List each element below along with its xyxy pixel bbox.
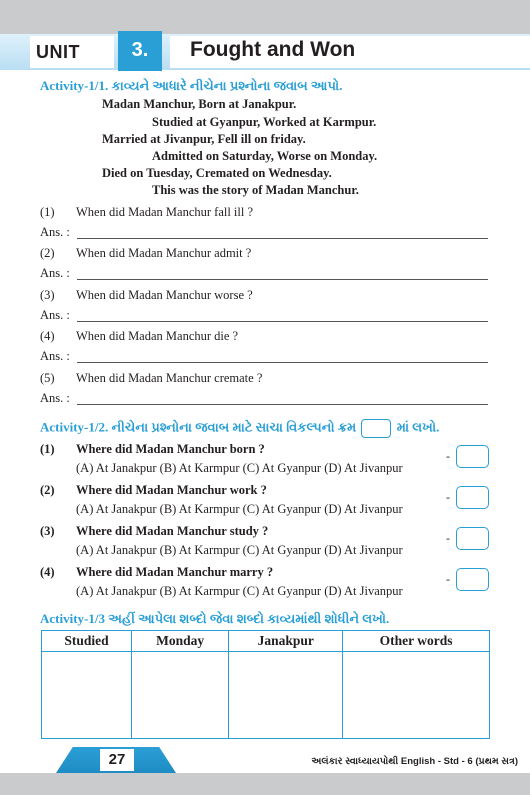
poem-line: Madan Manchur, Born at Janakpur.: [102, 97, 297, 111]
question-number: (4): [40, 565, 55, 579]
activity-1-2-heading-suffix: માં લખો.: [396, 419, 440, 435]
answer-line-3[interactable]: [77, 321, 488, 322]
answer-label: Ans. :: [40, 225, 70, 239]
column-other-words: Other words: [343, 631, 490, 652]
answer-line-2[interactable]: [77, 279, 488, 280]
answer-cell-studied[interactable]: [42, 652, 132, 739]
poem-line: Studied at Gyanpur, Worked at Karmpur.: [152, 115, 377, 129]
unit-label: UNIT: [36, 42, 80, 62]
answer-cell-janakpur[interactable]: [229, 652, 343, 739]
mcq-options-1: (A) At Janakpur (B) At Karmpur (C) At Gyanpur (D) At Jivanpur: [76, 461, 403, 475]
dash: -: [446, 449, 450, 463]
question-number: (1): [40, 442, 55, 456]
column-studied: Studied: [42, 631, 132, 652]
page-title: Fought and Won: [190, 38, 356, 61]
question-text: When did Madan Manchur admit ?: [76, 246, 252, 260]
unit-number: 3.: [118, 31, 162, 71]
answer-line-5[interactable]: [77, 404, 488, 405]
question-number: (2): [40, 246, 55, 260]
words-table: [41, 630, 490, 739]
footer-band: [0, 773, 530, 795]
book-title: અલંકાર સ્વાધ્યાયપોથી English - Std - 6 (પ્રથમ સત્ર): [311, 756, 518, 767]
activity-1-2-heading-text: Activity-1/2. નીચેના પ્રશ્નોના જવાબ માટે સાચા વિકલ્પનો ક્રમ: [40, 419, 357, 435]
dash: -: [446, 490, 450, 504]
dash: -: [446, 572, 450, 586]
mcq-options-3: (A) At Janakpur (B) At Karmpur (C) At Gyanpur (D) At Jivanpur: [76, 543, 403, 557]
activity-1-2-heading: [40, 419, 439, 438]
question-number: (3): [40, 524, 55, 538]
answer-cell-monday[interactable]: [131, 652, 228, 739]
question-text: Where did Madan Manchur born ?: [76, 442, 265, 456]
answer-box-sample: [361, 419, 391, 438]
poem-line: Died on Tuesday, Cremated on Wednesday.: [102, 166, 332, 180]
activity-1-1-heading: Activity-1/1. કાવ્યને આધારે નીચેના પ્રશ્નોના જવાબ આપો.: [40, 78, 343, 93]
question-text: When did Madan Manchur worse ?: [76, 288, 253, 302]
answer-line-4[interactable]: [77, 362, 488, 363]
mcq-options-2: (A) At Janakpur (B) At Karmpur (C) At Gyanpur (D) At Jivanpur: [76, 502, 403, 516]
mcq-answer-box-3[interactable]: [456, 527, 489, 550]
table-header-row: [42, 631, 490, 652]
answer-label: Ans. :: [40, 266, 70, 280]
mcq-options-4: (A) At Janakpur (B) At Karmpur (C) At Gyanpur (D) At Jivanpur: [76, 584, 403, 598]
question-number: (5): [40, 371, 55, 385]
answer-line-1[interactable]: [77, 238, 488, 239]
question-text: When did Madan Manchur die ?: [76, 329, 239, 343]
mcq-answer-box-1[interactable]: [456, 445, 489, 468]
question-number: (3): [40, 288, 55, 302]
mcq-answer-box-4[interactable]: [456, 568, 489, 591]
unit-header: [0, 34, 530, 70]
poem-line: Admitted on Saturday, Worse on Monday.: [152, 149, 378, 163]
column-monday: Monday: [131, 631, 228, 652]
answer-label: Ans. :: [40, 349, 70, 363]
top-margin-band: [0, 0, 530, 34]
question-number: (4): [40, 329, 55, 343]
dash: -: [446, 531, 450, 545]
question-text: Where did Madan Manchur work ?: [76, 483, 267, 497]
mcq-answer-box-2[interactable]: [456, 486, 489, 509]
page-number: 27: [100, 749, 134, 771]
column-janakpur: Janakpur: [229, 631, 343, 652]
question-text: When did Madan Manchur fall ill ?: [76, 205, 254, 219]
table-row: [42, 652, 490, 739]
activity-1-3-heading: Activity-1/3 અહીં આપેલા શબ્દો જેવા શબ્દો કાવ્યમાંથી શોધીને લખો.: [40, 611, 390, 626]
answer-label: Ans. :: [40, 391, 70, 405]
question-text: Where did Madan Manchur study ?: [76, 524, 269, 538]
answer-label: Ans. :: [40, 308, 70, 322]
question-number: (1): [40, 205, 55, 219]
answer-cell-other-words[interactable]: [343, 652, 490, 739]
poem-line: Married at Jivanpur, Fell ill on friday.: [102, 132, 306, 146]
question-text: When did Madan Manchur cremate ?: [76, 371, 263, 385]
poem-line: This was the story of Madan Manchur.: [152, 183, 359, 197]
question-number: (2): [40, 483, 55, 497]
question-text: Where did Madan Manchur marry ?: [76, 565, 274, 579]
